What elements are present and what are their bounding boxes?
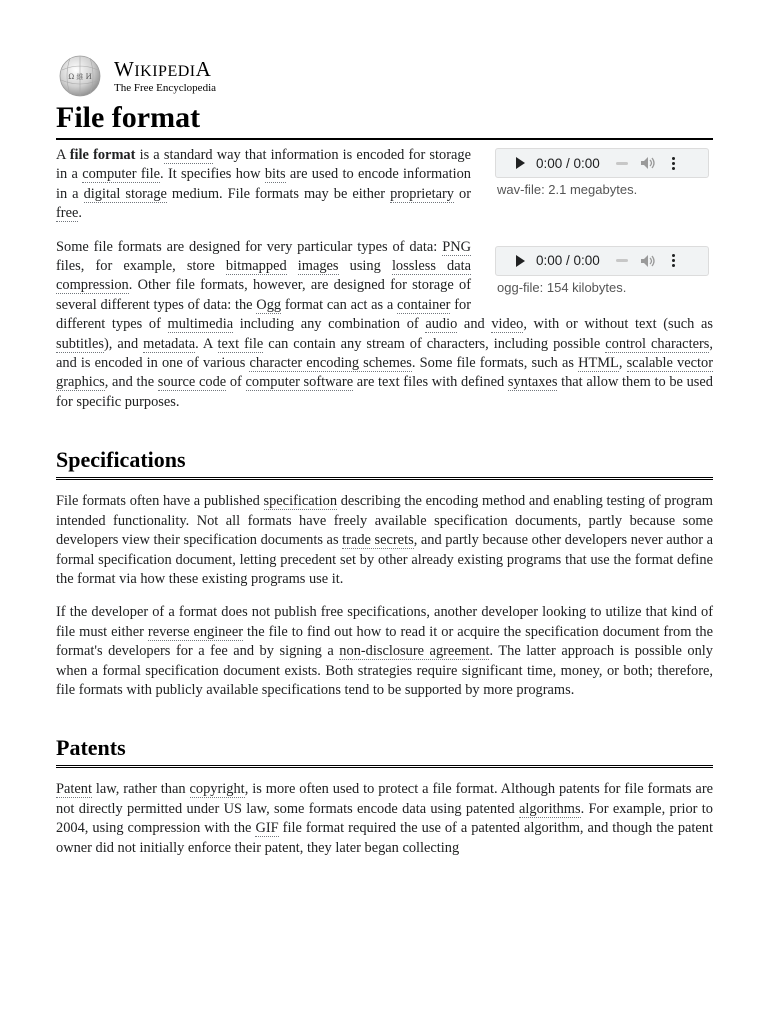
- audio-controls[interactable]: [495, 148, 709, 178]
- progress-bar[interactable]: [616, 259, 628, 262]
- link-trade-secrets[interactable]: trade secrets: [342, 532, 414, 549]
- link-container[interactable]: container: [396, 296, 451, 313]
- link-non-disclosure-agreement[interactable]: non-disclosure agreement: [339, 643, 490, 660]
- audio-player-ogg: [495, 246, 713, 295]
- link-reverse-engineer[interactable]: reverse engineer: [147, 623, 244, 640]
- more-options-icon[interactable]: [672, 157, 675, 170]
- link-ogg[interactable]: Ogg: [256, 296, 282, 313]
- link-algorithms[interactable]: algorithms: [519, 800, 581, 817]
- link-gif[interactable]: GIF: [255, 820, 279, 837]
- link-html[interactable]: HTML: [578, 355, 619, 372]
- play-icon[interactable]: [516, 255, 525, 267]
- link-free[interactable]: free: [56, 205, 79, 222]
- section-heading-specifications: Specifications: [56, 446, 713, 480]
- svg-text:Ω 維 И: Ω 維 И: [68, 73, 92, 81]
- link-png[interactable]: PNG: [442, 238, 471, 255]
- audio-caption: wav-file: 2.1 megabytes.: [497, 182, 638, 197]
- specifications-paragraph: File formats often have a published specification describing the encoding method and enabling testing of program intended functionality. Not all formats have freely available specification documents, partly because some developers view their specification documents as trade secrets, and partly because other developers never author a formal specification document, letting precedent set by other already existing programs that use the format define the format via how these existing programs use it.: [56, 493, 714, 587]
- link-proprietary[interactable]: proprietary: [390, 185, 455, 202]
- specifications-paragraph-2: If the developer of a format does not publish free specifications, another developer looking to utilize that kind of file must either reverse engineer the file to find out how to read it or acquire the specification document from the format's developers for a fee and by signing a non-disclosure agreement. The latter approach is possible only when a formal specification document exists. Both strategies require significant time, money, or both; therefore, file formats with publicly available specifications tend to be supported by more programs.: [56, 604, 714, 698]
- link-video[interactable]: video: [491, 316, 524, 333]
- wordmark: [114, 56, 217, 94]
- link-text-file[interactable]: text file: [217, 335, 264, 352]
- link-control-characters[interactable]: control characters: [605, 335, 710, 352]
- wikipedia-globe-logo: [56, 54, 104, 98]
- wordmark-subtitle: The Free Encyclopedia: [114, 81, 217, 94]
- link-computer-software[interactable]: computer software: [245, 374, 354, 391]
- intro-paragraph: A file format is a standard way that information is encoded for storage in a computer file. It specifies how bits are used to encode information in a digital storage medium. File formats may be either proprietary or free.: [56, 147, 471, 222]
- link-scalable-vector-graphics[interactable]: scalable vector graphics: [56, 355, 713, 391]
- more-options-icon[interactable]: [672, 254, 675, 267]
- link-metadata[interactable]: metadata: [143, 335, 196, 352]
- link-bitmapped[interactable]: bitmapped: [225, 258, 287, 275]
- progress-bar[interactable]: [616, 162, 628, 165]
- link-lossless-data-compression[interactable]: lossless data compression: [56, 258, 471, 294]
- link-syntaxes[interactable]: syntaxes: [507, 374, 558, 391]
- volume-icon[interactable]: [640, 254, 656, 268]
- audio-time: 0:00 / 0:00: [536, 155, 600, 171]
- audio-controls[interactable]: [495, 246, 709, 276]
- wordmark-title: WIKIPEDIA: [114, 56, 212, 81]
- bold-term: file format: [69, 147, 136, 163]
- audio-player-wav: [495, 148, 713, 197]
- link-multimedia[interactable]: multimedia: [167, 316, 234, 333]
- link-subtitles[interactable]: subtitles: [56, 335, 104, 352]
- link-images[interactable]: images: [297, 258, 339, 275]
- play-icon[interactable]: [516, 157, 525, 169]
- link-source-code[interactable]: source code: [157, 374, 227, 391]
- link-copyright[interactable]: copyright: [189, 781, 245, 798]
- audio-caption: ogg-file: 154 kilobytes.: [497, 279, 627, 295]
- link-standard[interactable]: standard: [163, 147, 213, 163]
- wikipedia-brand[interactable]: [56, 54, 713, 98]
- page-title: File format: [56, 100, 713, 140]
- article-page: [56, 54, 713, 858]
- link-specification[interactable]: specification: [263, 493, 338, 510]
- link-patent[interactable]: Patent: [56, 781, 92, 798]
- link-audio[interactable]: audio: [425, 316, 458, 333]
- patents-paragraph: Patent law, rather than copyright, is more often used to protect a file format. Although patents for file formats are not directly permitted under US law, some formats encode data using patented algorithms. For example, prior to 2004, using compression with the GIF file format required the use of a patented algorithm, and though the patent owner did not initially enforce their patent, they later began collecting: [56, 781, 713, 856]
- link-bits[interactable]: bits: [264, 166, 286, 183]
- link-digital-storage[interactable]: digital storage: [83, 185, 167, 202]
- link-computer-file[interactable]: computer file: [82, 166, 161, 183]
- section-heading-patents: Patents: [56, 734, 713, 768]
- link-character-encoding-schemes[interactable]: character encoding schemes: [249, 355, 412, 372]
- intro-paragraph-2: Some file formats are designed for very particular types of data: PNG files, for example, store bitmapped images using lossless data compression. Other file formats, however, are designed for storage of several different types of data: the Ogg format can act as a container for different types of multimedia including any combination of audio and video, with or without text (such as subtitles), and metadata. A text file can contain any stream of characters, including possible control characters, and is encoded in one of various character encoding schemes. Some file formats, such as HTML, scalable vector graphics, and the source code of computer software are text files with defined syntaxes that allow them to be used for specific purposes.: [56, 238, 713, 410]
- audio-time: 0:00 / 0:00: [536, 253, 600, 269]
- volume-icon[interactable]: [640, 156, 656, 170]
